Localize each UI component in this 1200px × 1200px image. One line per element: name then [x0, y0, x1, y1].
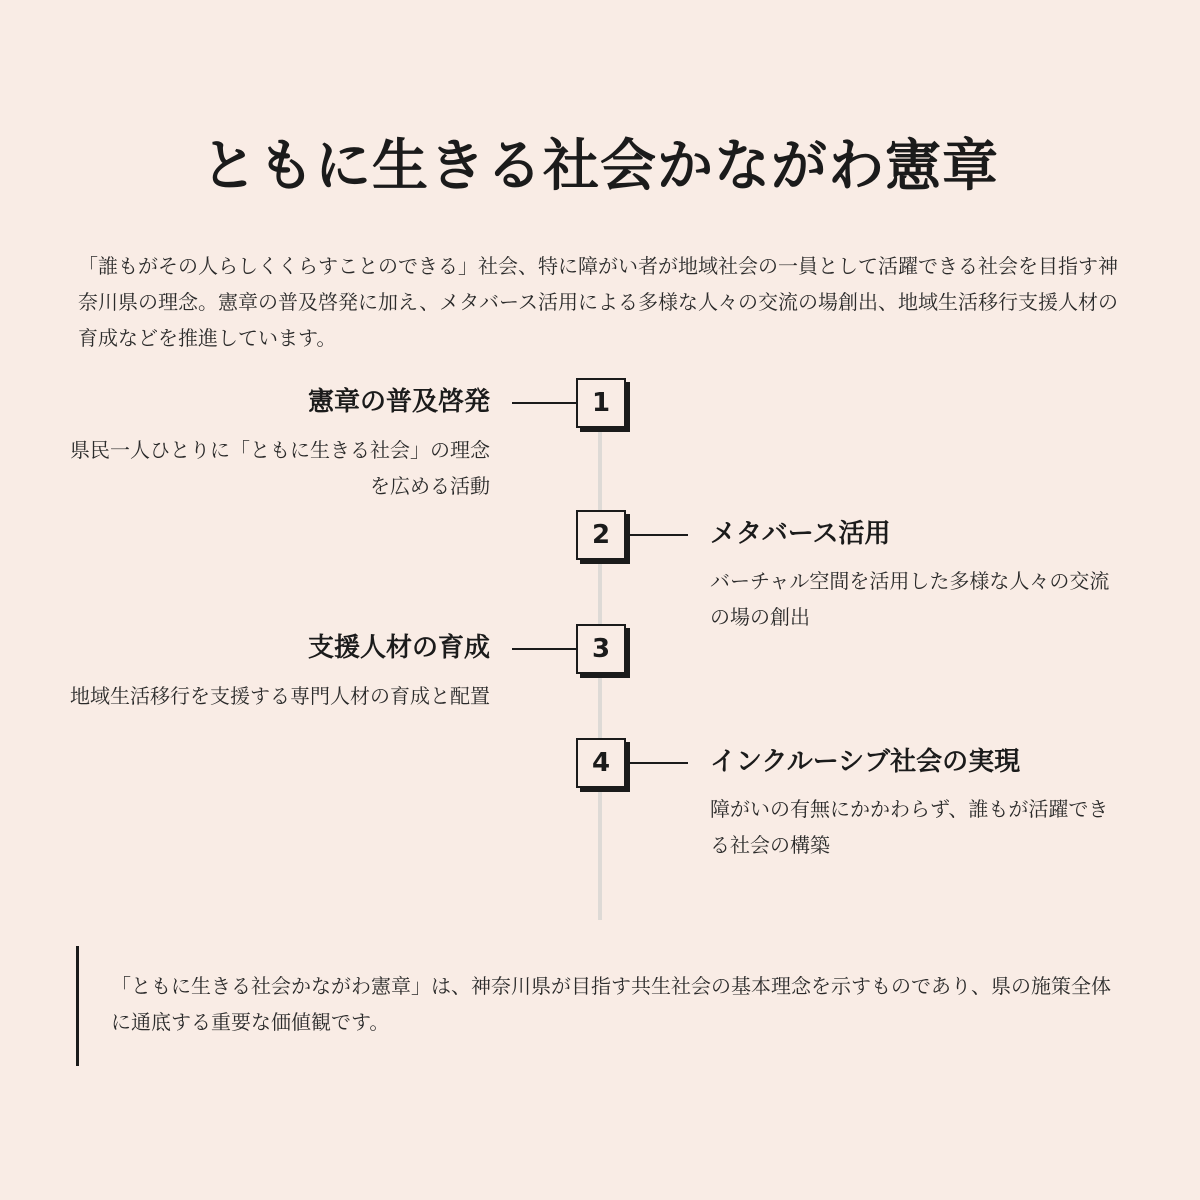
item-3-connector	[512, 648, 576, 650]
item-3-number-badge: 3	[576, 624, 626, 674]
item-1-connector	[512, 402, 576, 404]
quote-block	[76, 946, 1136, 1066]
item-2-connector	[624, 534, 688, 536]
intro-paragraph: 「誰もがその人らしくくらすことのできる」社会、特に障がい者が地域社会の一員として活躍できる社会を目指す神奈川県の理念。憲章の普及啓発に加え、メタバース活用による多様な人々の交流の場創出、地域生活移行支援人材の育成などを推進しています。	[78, 254, 1118, 350]
item-4-number-badge: 4	[576, 738, 626, 788]
item-2-description: バーチャル空間を活用した多様な人々の交流の場の創出	[710, 569, 1110, 629]
item-3-description: 地域生活移行を支援する専門人材の育成と配置	[70, 684, 490, 708]
item-4-title: インクルーシブ社会の実現	[710, 747, 1021, 777]
item-1-title: 憲章の普及啓発	[307, 387, 490, 417]
item-2-number-badge: 2	[576, 510, 626, 560]
item-4-connector	[624, 762, 688, 764]
item-1-description: 県民一人ひとりに「ともに生きる社会」の理念を広める活動	[70, 438, 490, 498]
item-1-number-badge: 1	[576, 378, 626, 428]
item-2-title: メタバース活用	[710, 519, 891, 549]
quote-text: 「ともに生きる社会かながわ憲章」は、神奈川県が目指す共生社会の基本理念を示すものであり、県の施策全体に通底する重要な価値観です。	[111, 974, 1111, 1034]
item-4-description: 障がいの有無にかかわらず、誰もが活躍できる社会の構築	[710, 797, 1109, 857]
page-title: ともに生きる社会かながわ憲章	[201, 134, 999, 199]
item-3-title: 支援人材の育成	[307, 633, 490, 663]
